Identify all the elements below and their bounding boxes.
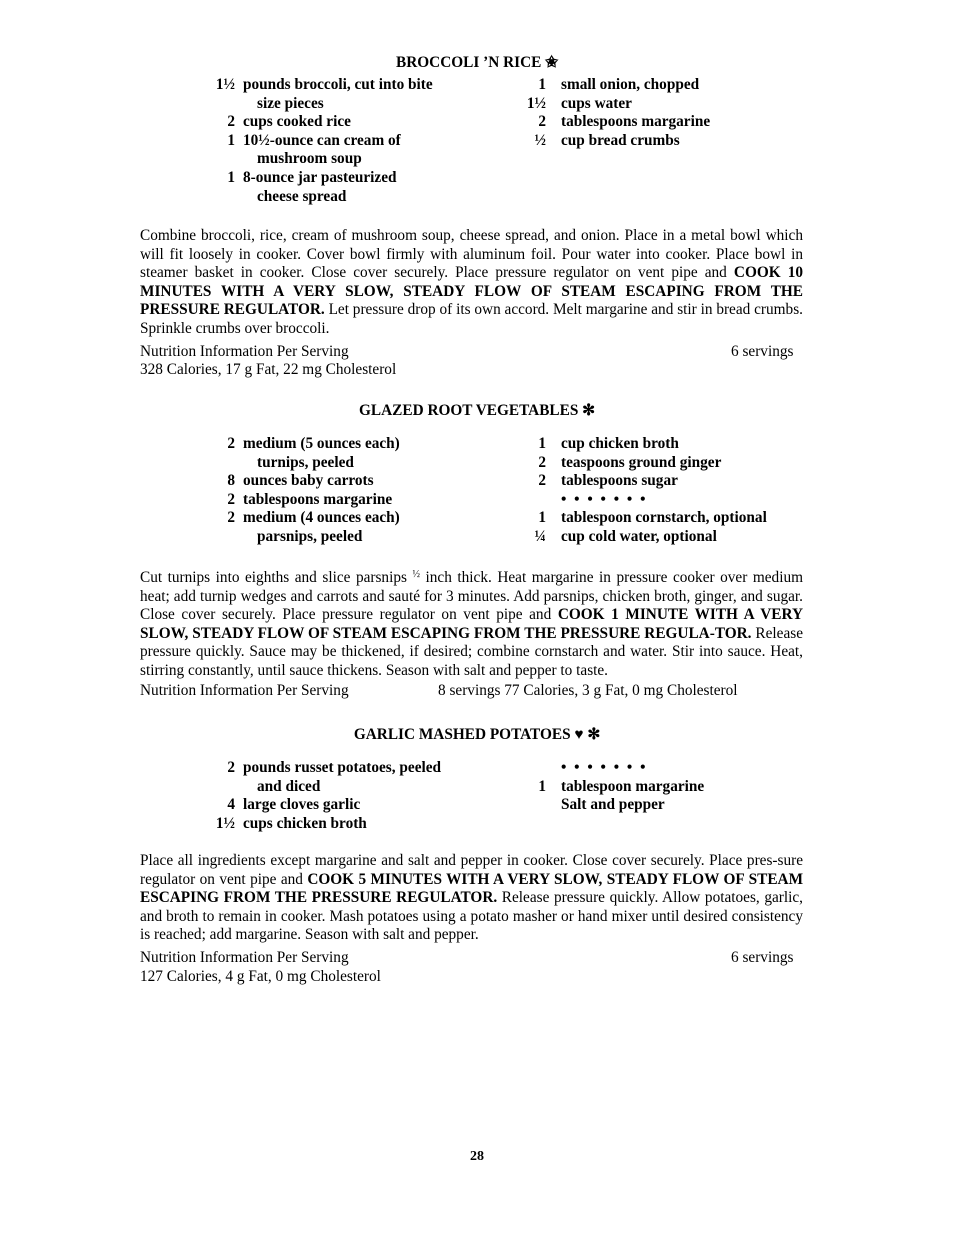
ingredient-qty: 4	[227, 796, 235, 814]
ingredient-text: 8-ounce jar pasteurized	[243, 168, 397, 186]
recipe-title-broccoli-rice: BROCCOLI ’N RICE ✬	[396, 54, 558, 71]
ingredient-qty: 8	[227, 472, 235, 490]
fraction-half: ½	[412, 569, 420, 580]
ingredient-qty: 1½	[215, 76, 235, 93]
ingredient-qty: 2	[227, 113, 235, 131]
recipe-title-glazed-root-vegetables: GLAZED ROOT VEGETABLES ✻	[359, 402, 595, 419]
ingredient-text: Salt and pepper	[561, 796, 665, 814]
ingredient-text: 10½-ounce can cream of	[243, 131, 401, 149]
ingredient-qty: 1	[538, 76, 546, 93]
ingredient-qty: 2	[227, 759, 235, 776]
ingredient-text: cups cooked rice	[243, 113, 351, 131]
directions-broccoli	[140, 227, 803, 339]
ingredient-qty: 1	[227, 168, 235, 186]
directions-cook-instruction: COOK 10 MINUTES WITH A VERY SLOW, STEADY FLOW OF STEAM ESCAPING FROM THE PRESSURE REGULATOR.	[140, 264, 803, 319]
ingredient-text: large cloves garlic	[243, 796, 361, 814]
ingredient-qty: 2	[538, 113, 546, 131]
ingredient-text: tablespoon cornstarch, optional	[561, 509, 767, 527]
directions-text: Release pressure quickly. Allow potatoes, garlic, and broth to remain in cooker. Mash potatoes using a potato masher or hand mixer until desired consistency is reached; add margarine. Season with salt and pepper.	[140, 889, 803, 944]
ingredient-qty: 2	[227, 435, 235, 452]
directions-text: Combine broccoli, rice, cream of mushroom soup, cheese spread, and onion. Place in a metal bowl which will fit loosely in cooker. Cover bowl firmly with aluminum foil. Pour water into cooker. Place bowl in steamer basket in cooker. Close cover securely. Place pressure regulator on vent pipe and	[140, 227, 803, 282]
ingredient-qty: 2	[227, 509, 235, 527]
ingredient-qty: 2	[538, 472, 546, 490]
ingredient-text-cont: parsnips, peeled	[257, 527, 363, 545]
servings: 6 servings	[731, 949, 794, 966]
ingredient-text-cont: mushroom soup	[257, 150, 362, 168]
ingredient-text: ounces baby carrots	[243, 472, 374, 490]
ingredient-text: pounds broccoli, cut into bite	[243, 76, 433, 93]
nutrition-label: Nutrition Information Per Serving	[140, 343, 349, 360]
ingredient-qty: 1	[538, 509, 546, 527]
ingredient-text-cont: size pieces	[257, 94, 324, 112]
ingredient-text: cup cold water, optional	[561, 527, 717, 545]
ingredient-text-cont: and diced	[257, 777, 321, 795]
directions-potatoes	[140, 852, 803, 945]
servings-nutrition: 8 servings 77 Calories, 3 g Fat, 0 mg Cholesterol	[438, 682, 738, 699]
ingredient-text-cont: turnips, peeled	[257, 453, 354, 471]
nutrition-values: 127 Calories, 4 g Fat, 0 mg Cholesterol	[140, 968, 381, 985]
ingredient-qty: 1	[538, 777, 546, 795]
ingredient-text: medium (5 ounces each)	[243, 435, 400, 452]
nutrition-values: 328 Calories, 17 g Fat, 22 mg Cholesterol	[140, 361, 397, 378]
directions-text: Let pressure drop of its own accord. Melt margarine and stir in bread crumbs. Sprinkle crumbs over broccoli.	[140, 301, 803, 337]
ingredient-qty: 1½	[526, 94, 546, 112]
ingredient-qty: 2	[538, 453, 546, 471]
divider-dots: • • • • • • •	[561, 759, 648, 776]
page-number: 28	[470, 1149, 484, 1164]
ingredients-right-potatoes	[526, 759, 776, 815]
recipe-title-garlic-mashed-potatoes: GARLIC MASHED POTATOES ♥ ✻	[353, 726, 601, 743]
directions-cook-instruction: COOK 5 MINUTES WITH A VERY SLOW, STEADY FLOW OF STEAM ESCAPING FROM THE PRESSURE REGULATOR.	[140, 870, 804, 907]
ingredients-left-glazed	[205, 435, 465, 547]
ingredient-text: medium (4 ounces each)	[243, 509, 400, 527]
directions-text: inch thick. Heat margarine in pressure cooker over medium heat; add turnip wedges and carrots and sauté for 3 minutes. Add parsnips, chicken broth, ginger, and sugar. Close cover securely. Place pressure regulator on vent pipe and	[140, 569, 803, 624]
ingredient-qty: ¼	[534, 527, 546, 545]
ingredients-left-broccoli	[205, 76, 465, 206]
ingredient-text-cont: cheese spread	[257, 187, 347, 205]
directions-text: Cut turnips into eighths and slice parsnips	[140, 569, 413, 586]
divider-dots: • • • • • • •	[561, 490, 648, 508]
ingredient-text: cups water	[561, 94, 632, 112]
ingredient-qty: 1½	[215, 814, 235, 832]
ingredient-text: tablespoons margarine	[243, 490, 393, 508]
directions-cook-instruction: COOK 1 MINUTE WITH A VERY SLOW, STEADY FLOW OF STEAM ESCAPING FROM THE PRESSURE REGULA-TOR.	[140, 606, 803, 642]
ingredient-text: small onion, chopped	[561, 76, 700, 93]
servings: 6 servings	[731, 343, 794, 360]
ingredient-text: pounds russet potatoes, peeled	[243, 759, 442, 776]
ingredient-text: teaspoons ground ginger	[561, 453, 722, 471]
nutrition-label: Nutrition Information Per Serving	[140, 949, 349, 966]
ingredient-text: tablespoon margarine	[561, 777, 705, 795]
ingredients-left-potatoes	[205, 759, 475, 833]
ingredient-qty: 2	[227, 490, 235, 508]
nutrition-label: Nutrition Information Per Serving	[140, 682, 349, 699]
ingredient-text: cup chicken broth	[561, 435, 679, 452]
directions-text: Place all ingredients except margarine and salt and pepper in cooker. Close cover securely. Place pres-sure regulator on vent pipe and	[140, 852, 803, 888]
ingredient-qty: ½	[534, 131, 546, 149]
ingredient-text: cups chicken broth	[243, 814, 367, 832]
ingredient-text: tablespoons margarine	[561, 113, 711, 131]
ingredients-right-glazed	[526, 435, 796, 547]
ingredients-right-broccoli	[526, 76, 776, 150]
ingredient-qty: 1	[538, 435, 546, 452]
directions-glazed	[140, 566, 803, 681]
ingredient-text: cup bread crumbs	[561, 131, 680, 149]
ingredient-qty: 1	[227, 131, 235, 149]
ingredient-text: tablespoons sugar	[561, 472, 678, 490]
directions-text: Release pressure quickly. Sauce may be thickened, if desired; combine cornstarch and water. Stir into sauce. Heat, stirring constantly, until sauce thickens. Season with salt and pepper to taste.	[140, 624, 803, 679]
